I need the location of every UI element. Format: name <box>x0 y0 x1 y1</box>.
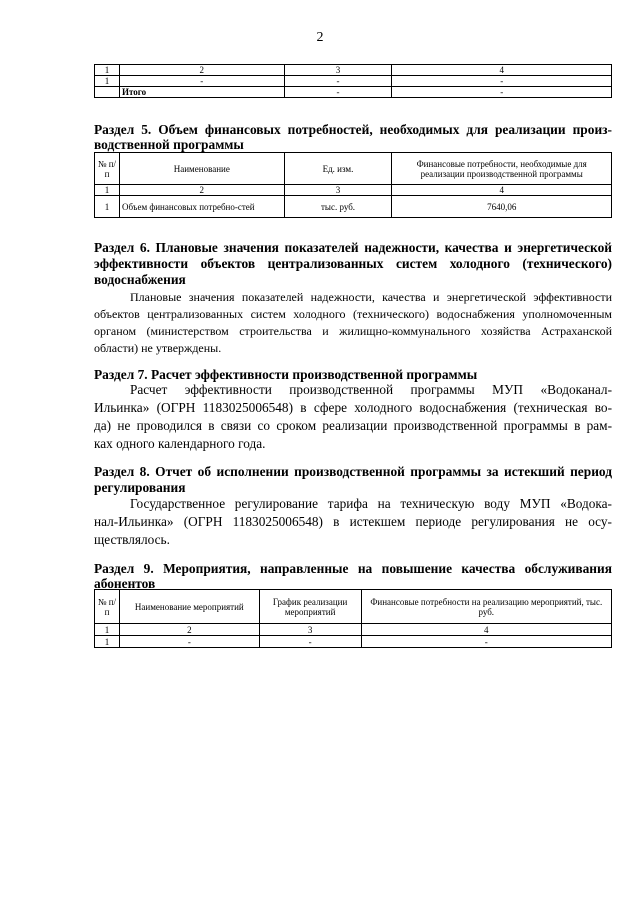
header-cell: № п/п <box>95 153 120 185</box>
table-cell: 1 <box>95 76 120 87</box>
section9-title-line: Раздел 9. Мероприятия, направленные на повышение качества обслуживания <box>94 561 612 576</box>
section8-title-line: Раздел 8. Отчет об исполнении производственной программы за истекший период <box>94 464 612 479</box>
header-cell: Финансовые потребности, необходимые для реализации производственной программы <box>392 153 612 185</box>
section9-title-line: абонентов <box>94 576 156 591</box>
table-cell: 1 <box>95 65 120 76</box>
section5-title-line1: Раздел 5. Объем финансовых потребностей, необходимых для реализации прои <box>94 122 603 137</box>
section6-text-line: области) не утверждены. <box>94 341 222 355</box>
table-cell: 2 <box>119 65 284 76</box>
table-cell: 1 <box>95 624 120 636</box>
table-header-row <box>95 590 612 624</box>
header-cell: № п/п <box>95 590 120 624</box>
table-cell: 2 <box>119 624 259 636</box>
section6-text <box>94 289 612 357</box>
table-total-row <box>95 87 612 98</box>
table-row <box>95 65 612 76</box>
section6-title-line: эффективности объектов централизованных систем холодного (технического) <box>94 256 612 271</box>
table-cell: 4 <box>361 624 611 636</box>
table-cell: 4 <box>392 65 612 76</box>
table-cell: 2 <box>119 185 284 196</box>
header-cell: Финансовые потребности на реализацию мероприятий, тыс. руб. <box>361 590 611 624</box>
table-cell: тыс. руб. <box>284 196 392 218</box>
table-row <box>95 196 612 218</box>
table-cell: 1 <box>95 185 120 196</box>
table-cell: - <box>284 76 392 87</box>
table-cell: - <box>119 76 284 87</box>
table-cell: Объем финансовых потребно-стей <box>119 196 284 218</box>
table-cell: - <box>392 76 612 87</box>
table-cell: 3 <box>284 185 392 196</box>
table-row <box>95 624 612 636</box>
table-continuation <box>94 64 612 98</box>
table-cell: 3 <box>284 65 392 76</box>
section8-title <box>94 464 612 496</box>
table-cell: 7640,06 <box>392 196 612 218</box>
section6-text-line: объектов централизованных систем холодного (технического) водоснабжения уполномоченным <box>94 307 612 321</box>
section7-title: Раздел 7. Расчет эффективности производственной программы <box>94 367 478 382</box>
table-row <box>95 636 612 648</box>
table-cell: - <box>259 636 361 648</box>
table-cell: - <box>392 87 612 98</box>
table-cell: 1 <box>95 196 120 218</box>
section5-title-line2: водственной программы <box>94 137 244 152</box>
page-number: 2 <box>316 30 324 45</box>
table-row <box>95 76 612 87</box>
section8-text-line: нал-Ильинка» (ОГРН 1183025006548) в истекшем периоде регулирования не осу- <box>94 514 612 529</box>
table-cell: - <box>284 87 392 98</box>
section7-text-line: да) не проводился в связи со сроком реализации производственной программы в рам- <box>94 418 612 433</box>
section9-title <box>94 561 612 591</box>
section6-title <box>94 240 612 288</box>
table-cell: 3 <box>259 624 361 636</box>
table-cell: 4 <box>392 185 612 196</box>
header-cell: Наименование <box>119 153 284 185</box>
section7-text-line: ках одного календарного года. <box>94 436 266 451</box>
section7-text-line: Расчет эффективности производственной программы МУП «Водоканал- <box>130 382 612 397</box>
section5-table <box>94 152 612 218</box>
section8-text-line: Государственное регулирование тарифа на техническую воду МУП «Водока- <box>130 496 612 511</box>
section8-text <box>94 495 612 549</box>
section6-text-line: органом (министерством строительства и жилищно-коммунального хозяйства Астраханской <box>94 324 612 338</box>
section5-title <box>94 122 612 152</box>
section9-table <box>94 589 612 648</box>
table-row <box>95 185 612 196</box>
total-label: Итого <box>119 87 284 98</box>
table-cell: 1 <box>95 636 120 648</box>
header-cell: График реализации мероприятий <box>259 590 361 624</box>
section7-text <box>94 381 612 453</box>
section6-text-line: Плановые значения показателей надежности, качества и энергетической эффективности <box>130 290 612 304</box>
table-cell: - <box>361 636 611 648</box>
table-cell: - <box>119 636 259 648</box>
header-cell: Наименование мероприятий <box>119 590 259 624</box>
table-header-row <box>95 153 612 185</box>
section6-title-line: водоснабжения <box>94 272 186 287</box>
header-cell: Ед. изм. <box>284 153 392 185</box>
section8-text-line: ществлялось. <box>94 532 170 547</box>
table-cell <box>95 87 120 98</box>
section5-title-line1-end: з- <box>602 122 612 137</box>
section7-text-line: Ильинка» (ОГРН 1183025006548) в сфере холодного водоснабжения (техническая во- <box>94 400 612 415</box>
section6-title-line: Раздел 6. Плановые значения показателей надежности, качества и энергетической <box>94 240 612 255</box>
section8-title-line: регулирования <box>94 480 186 495</box>
